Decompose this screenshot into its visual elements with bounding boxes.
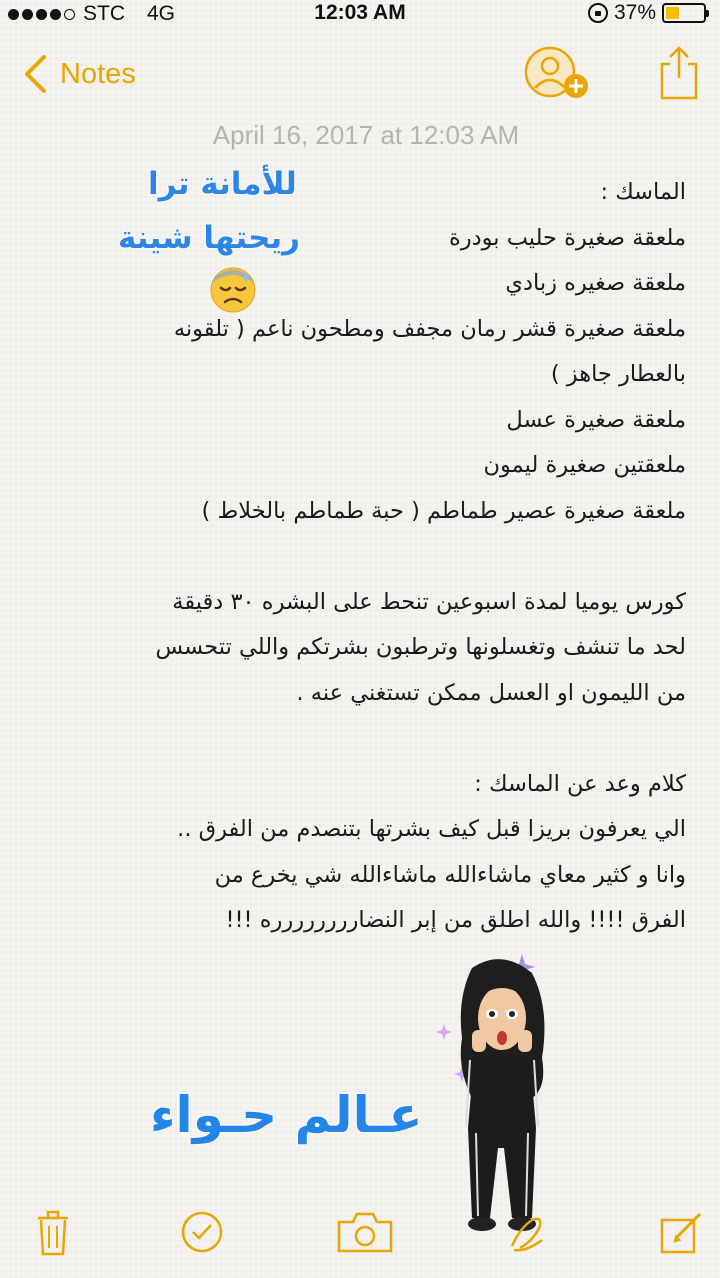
note-date: April 16, 2017 at 12:03 AM	[212, 120, 520, 150]
compose-icon[interactable]	[660, 1210, 704, 1254]
add-person-icon[interactable]	[524, 44, 590, 102]
status-bar	[0, 0, 720, 30]
battery-fill	[666, 7, 679, 19]
brand-watermark: عـالم حـواء	[150, 1086, 423, 1144]
note-line: ملعقة صغيره زبادي	[505, 270, 686, 296]
checklist-icon[interactable]	[180, 1210, 224, 1254]
sad-sweat-emoji-icon	[208, 264, 258, 314]
carrier-name: STC	[83, 2, 125, 25]
note-line: ملعقة صغيرة حليب بودرة	[448, 224, 686, 251]
note-line: وانا و كثير معاي ماشاءالله ماشاءالله شي يخرع من	[214, 861, 686, 888]
status-time: 12:03 AM	[314, 1, 406, 24]
overlay-text-line-2: ريحتها شينة	[118, 220, 300, 256]
chevron-left-icon	[22, 54, 48, 94]
overlay-text-line-1: للأمانة ترا	[148, 166, 297, 202]
battery-icon	[662, 3, 706, 23]
note-line: ملعقة صغيرة عصير طماطم ( حبة طماطم بالخلاط )	[201, 497, 686, 524]
note-line: الماسك :	[600, 179, 686, 205]
note-line	[40, 716, 686, 762]
note-line	[40, 534, 686, 580]
note-line: ملعقة صغيرة قشر رمان مجفف ومطحون ناعم ( تلقونه	[173, 315, 686, 342]
status-right	[588, 1, 706, 25]
sketch-icon[interactable]	[506, 1210, 550, 1254]
note-line: ملعقة صغيرة عسل	[506, 406, 686, 433]
note-line: لحد ما تنشف وتغسلونها وترطبون بشرتكم واللي تتحسس	[155, 634, 686, 660]
note-line: من الليمون او العسل ممكن تستغني عنه .	[296, 679, 686, 706]
network-type: 4G	[147, 2, 176, 25]
note-line: بالعطار جاهز )	[550, 361, 686, 387]
trash-icon[interactable]	[36, 1210, 70, 1256]
note-line: الفرق !!!! والله اطلق من إبر النضارررررررره !!!	[225, 907, 686, 933]
back-label: Notes	[60, 57, 136, 90]
note-line: كورس يوميا لمدة اسبوعين تنحط على البشره ٣٠ دقيقة	[172, 588, 686, 615]
bottom-toolbar	[0, 1188, 720, 1278]
note-line: الي يعرفون بريزا قبل كيف بشرتها بتنصدم من الفرق ..	[177, 816, 686, 842]
back-to-notes-button[interactable]	[22, 54, 136, 94]
orientation-lock-icon	[588, 3, 608, 23]
camera-icon[interactable]	[336, 1210, 394, 1254]
share-icon[interactable]	[658, 44, 700, 100]
note-line: كلام وعد عن الماسك :	[474, 770, 686, 797]
battery-percentage: 37%	[613, 1, 656, 24]
note-line: ملعقتين صغيرة ليمون	[483, 452, 686, 478]
note-body[interactable]	[40, 170, 686, 944]
navigation-bar	[0, 40, 720, 110]
